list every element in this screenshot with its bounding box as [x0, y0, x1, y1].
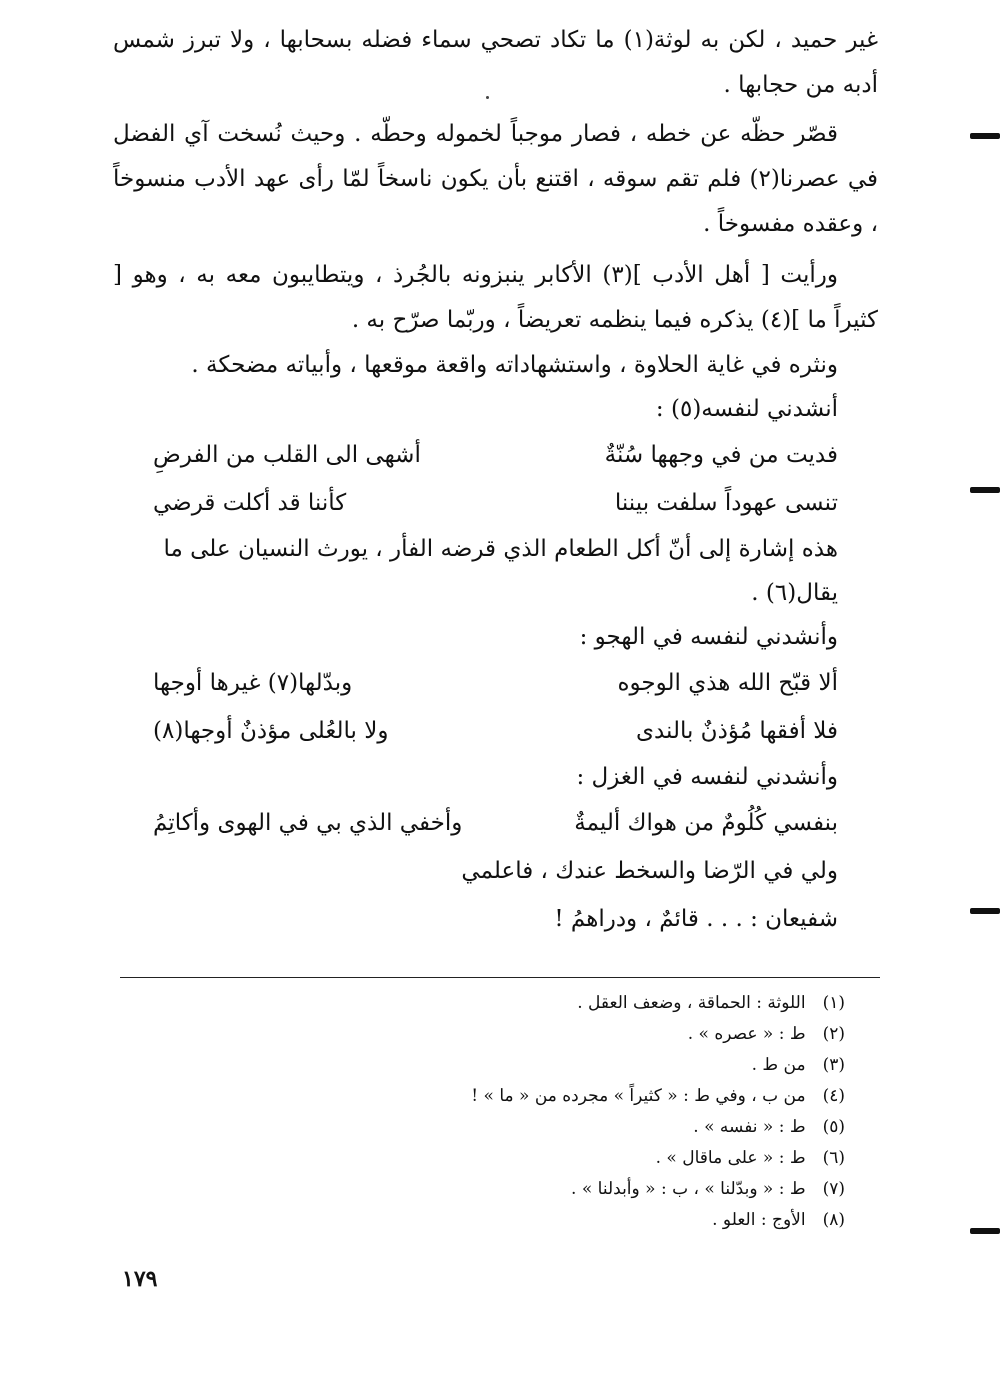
paragraph-2: قصّر حظّه عن خطه ، فصار موجباً لخموله وحطّه . وحيث نُسخت آي الفضل في عصرنا(٢) فلم تقم سوقه ، اقتنع بأن يكون ناسخاً لمّا رأى عهد الأدب منسوخاً ، وعقده مفسوخاً . — [113, 121, 878, 237]
hemistich-second: أشهى الى القلب من الفرضِ — [153, 442, 421, 468]
ink-speck — [486, 96, 489, 99]
main-text — [113, 18, 878, 943]
margin-mark — [970, 133, 1000, 139]
recitation-intro-2: وأنشدني لنفسه في الهجو : — [579, 624, 838, 650]
footnote-text: ط : « عصره » . — [687, 1024, 806, 1044]
footnote — [245, 988, 845, 1019]
hemistich-first: ألا قبّح الله هذي الوجوه — [617, 670, 838, 696]
page-number: ١٧٩ — [122, 1266, 158, 1292]
footnote — [245, 1112, 845, 1143]
poem-2-verse-1 — [113, 659, 878, 707]
poem-3-verse-1 — [113, 799, 878, 847]
hemistich-first: فديت من في وجهها سُنّةٌ — [604, 442, 838, 468]
footnote — [245, 1205, 845, 1236]
footnote-number: (٣) — [822, 1055, 845, 1075]
footnote-number: (٥) — [822, 1117, 845, 1137]
footnote-number: (٨) — [822, 1210, 845, 1230]
footnote-text: من ب ، وفي ط : « كثيراً » مجرده من « ما » ! — [471, 1086, 806, 1106]
hemistich-second: كأننا قد أكلت قرضي — [153, 490, 347, 516]
footnote-number: (٢) — [822, 1024, 845, 1044]
footnote-text: اللوثة : الحماقة ، وضعف العقل . — [577, 993, 806, 1013]
footnote-text: ط : « نفسه » . — [693, 1117, 806, 1137]
recitation-intro-3: وأنشدني لنفسه في الغزل : — [576, 764, 838, 790]
hemistich-first: تنسى عهوداً سلفت بيننا — [614, 490, 838, 516]
footnote — [245, 1081, 845, 1112]
footnote-separator — [120, 977, 880, 978]
explanatory-note: هذه إشارة إلى أنّ أكل الطعام الذي قرضه الفأر ، يورث النسيان على ما يقال(٦) . — [163, 536, 838, 606]
footnote — [245, 1019, 845, 1050]
poem-1-verse-1 — [113, 431, 878, 479]
hemistich-first: بنفسي كُلُومٌ من هواك أليمةٌ — [574, 810, 838, 836]
footnote — [245, 1174, 845, 1205]
footnote — [245, 1050, 845, 1081]
footnotes — [245, 988, 845, 1236]
poem-1-verse-2 — [113, 479, 878, 527]
footnote-number: (٧) — [822, 1179, 845, 1199]
poem-3-verse-2-first: ولي في الرّضا والسخط عندك ، فاعلمي — [461, 858, 838, 884]
hemistich-second: وأخفي الذي بي في الهوى وأكاتِمُ — [153, 810, 463, 836]
margin-mark — [970, 908, 1000, 914]
paragraph-1: غير حميد ، لكن به لوثة(١) ما تكاد تصحي سماء فضله بسحابها ، ولا تبرز شمس أدبه من حجابها . — [113, 27, 878, 98]
footnote — [245, 1143, 845, 1174]
footnote-text: من ط . — [751, 1055, 806, 1075]
paragraph-3: ورأيت [ أهل الأدب ](٣) الأكابر ينبزونه بالجُرذ ، ويتطايبون معه به ، وهو [ كثيراً ما ](٤) يذكره فيما ينظمه تعريضاً ، وربّما صرّح به . — [113, 262, 878, 333]
recitation-intro-1: أنشدني لنفسه(٥) : — [655, 396, 838, 422]
margin-mark — [970, 487, 1000, 493]
poem-3-verse-2-second: شفيعان : . . . قائمٌ ، ودراهمُ ! — [554, 906, 838, 932]
footnote-number: (١) — [822, 993, 845, 1013]
hemistich-second: وبدّلها(٧) غيرها أوجها — [153, 670, 353, 696]
poem-2-verse-2 — [113, 707, 878, 755]
footnote-text: ط : « على ماقال » . — [655, 1148, 806, 1168]
margin-mark — [970, 1228, 1000, 1234]
footnote-number: (٤) — [822, 1086, 845, 1106]
hemistich-first: فلا أفقها مُؤذنٌ بالندى — [635, 718, 838, 744]
footnote-text: ط : « وبدّلنا » ، ب : « وأبدلنا » . — [571, 1179, 806, 1199]
footnote-text: الأوج : العلو . — [712, 1210, 806, 1230]
footnote-number: (٦) — [822, 1148, 845, 1168]
prose-line: ونثره في غاية الحلاوة ، واستشهاداته واقعة موقعها ، وأبياته مضحكة . — [191, 352, 838, 378]
hemistich-second: ولا بالعُلى مؤذنٌ أوجها(٨) — [153, 718, 389, 744]
